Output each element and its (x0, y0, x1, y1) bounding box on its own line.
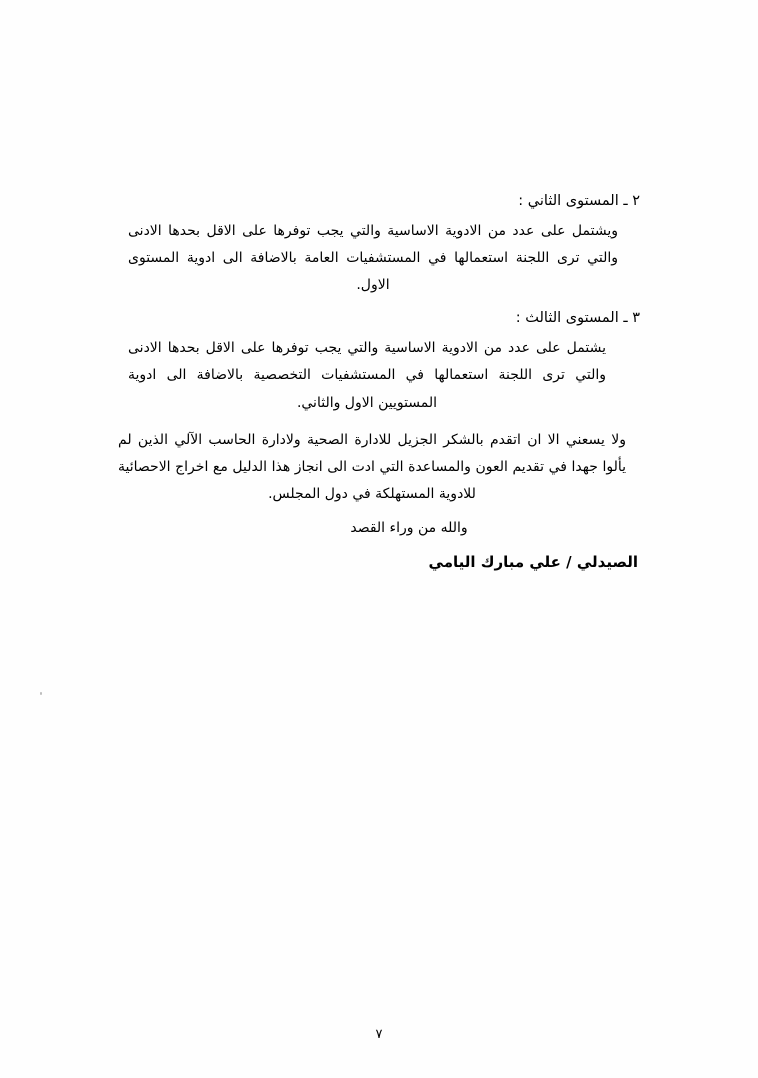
closing-paragraph: ولا يسعني الا ان اتقدم بالشكر الجزيل للادارة الصحية ولادارة الحاسب الآلي الذين لم يألوا جهدا في تقديم العون والمساعدة التي ادت الى انجاز هذا الدليل مع اخراج الاحصائية للادوية المستهلكة في دول المجلس. (118, 431, 626, 503)
section-heading-level-two: ٢ ـ المستوى الثاني : (518, 193, 640, 209)
section-heading-level-three: ٣ ـ المستوى الثالث : (515, 310, 640, 327)
document-body (118, 188, 640, 577)
page-number: ٧ (375, 1027, 383, 1042)
section-body-level-two: ويشتمل على عدد من الادوية الاساسية والتي يجب توفرها على الاقل بحدها الادنى والتي ترى اللجنة استعمالها في المستشفيات العامة بالاضافة الى ادوية المستوى الاول. (128, 222, 618, 294)
signature-line: الصيدلي / علي مبارك اليامي (428, 553, 638, 572)
section-body-level-three: يشتمل على عدد من الادوية الاساسية والتي يجب توفرها على الاقل بحدها الادنى والتي ترى اللجنة استعمالها في المستشفيات التخصصية بالاضافة الى ادوية المستويين الاول والثاني. (128, 339, 606, 411)
paper-speck (40, 692, 42, 695)
blessing-line: والله من وراء القصد (350, 519, 468, 536)
